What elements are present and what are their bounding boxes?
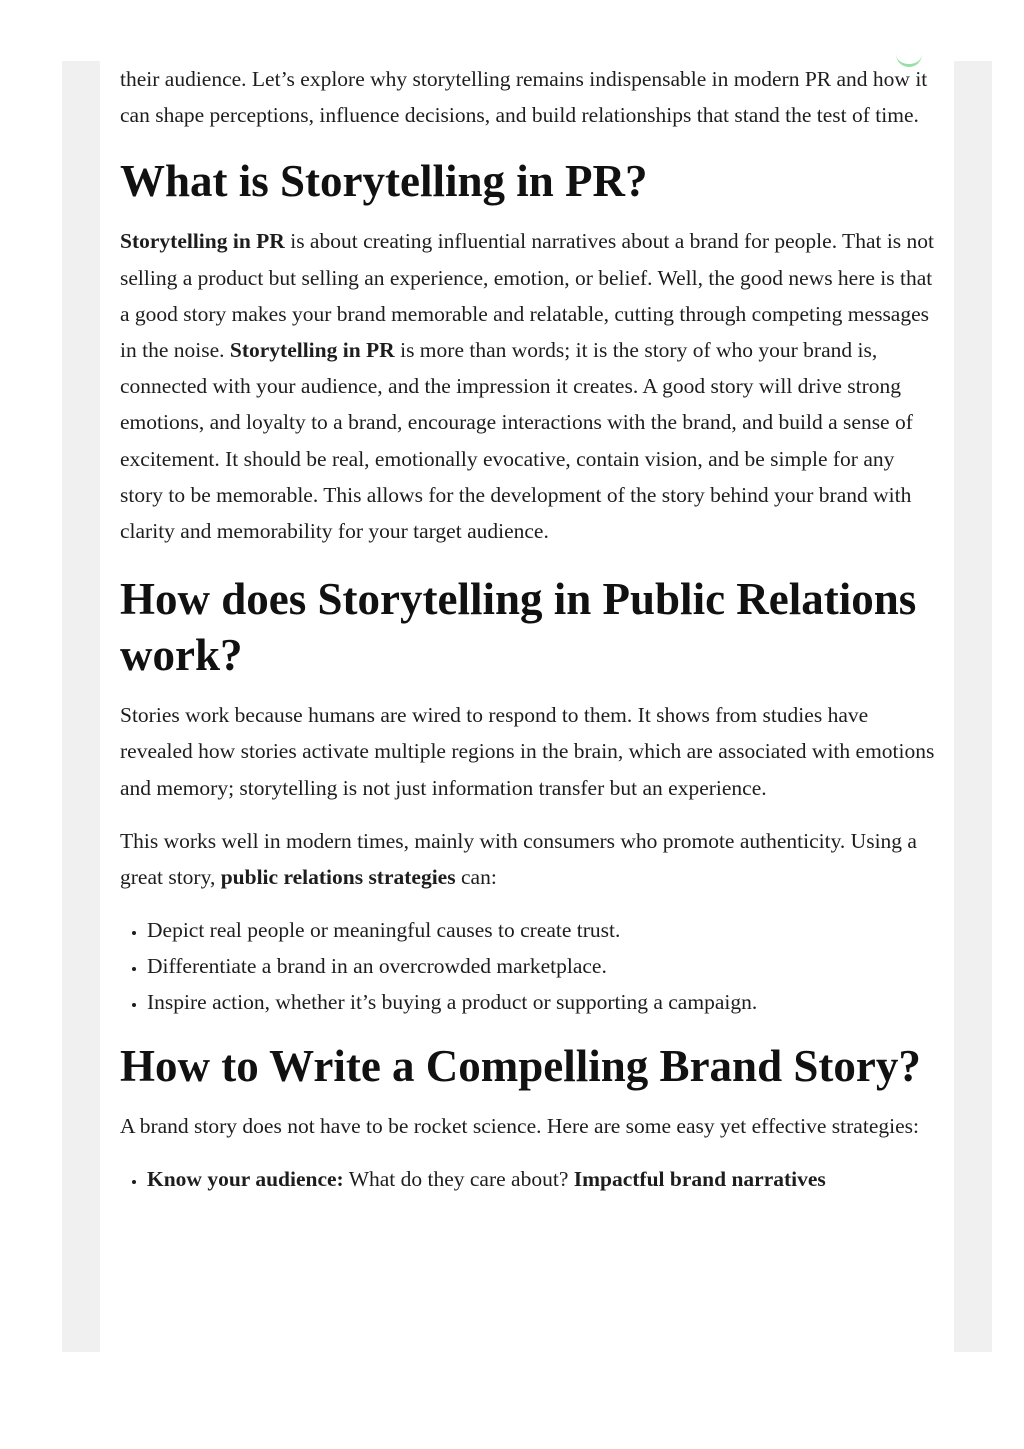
- paragraph-text: can:: [455, 865, 497, 890]
- list-item: • Differentiate a brand in an overcrowded marketplace.: [147, 948, 940, 984]
- article-content: [120, 61, 940, 1197]
- list-item: • Inspire action, whether it’s buying a product or supporting a campaign.: [147, 984, 940, 1020]
- heading-what-is-storytelling: What is Storytelling in PR?: [120, 156, 648, 207]
- paragraph-text: is about creating influential narratives about a brand for people. That is not selling a product but selling an experience, emotion, or belief. Well, the good news here is that a good story makes your brand memorable and relatable, cutting through competing messages in the noise.: [120, 229, 935, 363]
- brand-story-paragraph: A brand story does not have to be rocket science. Here are some easy yet effective strategies:: [120, 1114, 919, 1139]
- bold-term: Know your audience:: [147, 1167, 344, 1192]
- page-gutter-right: [954, 61, 992, 1352]
- page-gutter-left: [62, 61, 100, 1352]
- heading-how-does-storytelling-work: How does Storytelling in Public Relations work?: [120, 574, 917, 681]
- bold-term: Storytelling in PR: [229, 338, 395, 363]
- paragraph-text: This works well in modern times, mainly with consumers who promote authenticity. Using a great story,: [120, 828, 917, 890]
- bold-term: public relations strategies: [220, 865, 456, 890]
- list-item: [147, 1161, 940, 1197]
- stories-work-paragraph: Stories work because humans are wired to respond to them. It shows from studies have revealed how stories activate multiple regions in the brain, which are associated with emotions and memory; storytelling is not just information transfer but an experience.: [120, 703, 935, 800]
- bold-term: Impactful brand narratives: [573, 1167, 826, 1192]
- modern-times-paragraph: [120, 823, 940, 895]
- paragraph-text: is more than words; it is the story of who your brand is, connected with your audience, and the impression it creates. A good story will drive strong emotions, and loyalty to a brand, encourage interactions with the brand, and build a sense of excitement. It should be real, emotionally evocative, contain vision, and be simple for any story to be memorable. This allows for the development of the story behind your brand with clarity and memorability for your target audience.: [120, 338, 913, 544]
- document-page: [100, 61, 954, 1352]
- list-item-text: What do they care about?: [343, 1167, 574, 1192]
- intro-paragraph: their audience. Let’s explore why storytelling remains indispensable in modern PR and how it can shape perceptions, influence decisions, and build relationships that stand the test of time.: [120, 67, 928, 128]
- brand-story-strategies-list: [120, 1161, 940, 1197]
- heading-compelling-brand-story: How to Write a Compelling Brand Story?: [120, 1041, 921, 1092]
- pr-strategies-list: [120, 912, 940, 1020]
- list-item: • Depict real people or meaningful causes to create trust.: [147, 912, 940, 948]
- storytelling-definition-paragraph: [120, 223, 940, 549]
- bold-term: Storytelling in PR: [120, 229, 285, 254]
